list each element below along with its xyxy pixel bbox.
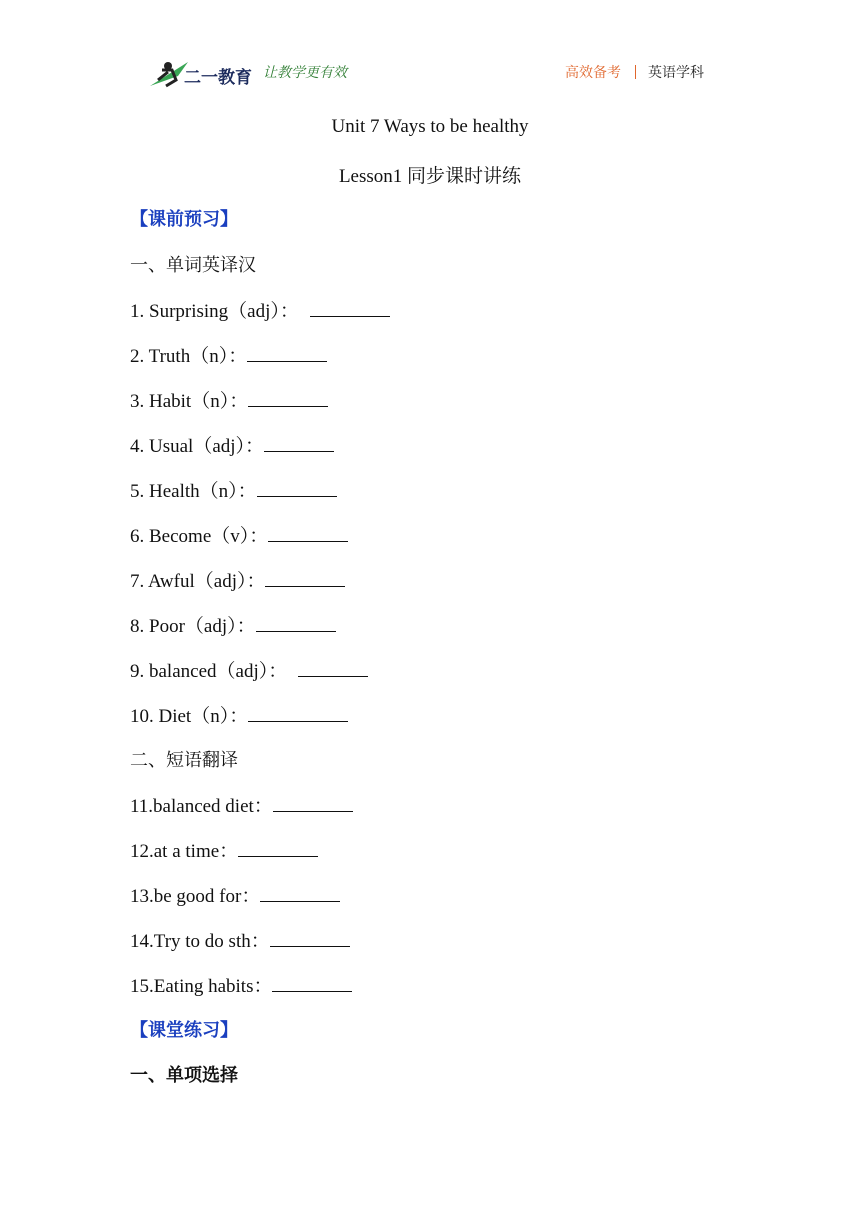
word-item-8: 8. Poor（adj）： xyxy=(130,611,336,638)
unit-title: Unit 7 Ways to be healthy xyxy=(331,116,529,137)
header-tag: 高效备考 xyxy=(565,65,621,81)
answer-blank[interactable] xyxy=(264,433,334,452)
part2-title: 二、短语翻译 xyxy=(130,750,238,771)
word-item-3: 3. Habit（n）： xyxy=(130,386,328,413)
answer-blank[interactable] xyxy=(247,343,327,362)
word-item-5: 5. Health（n）： xyxy=(130,476,337,503)
word-item-9: 9. balanced（adj）： xyxy=(130,656,368,683)
multiple-choice-title: 一、单项选择 xyxy=(130,1065,238,1086)
answer-blank[interactable] xyxy=(257,478,337,497)
lesson-title: Lesson1 同步课时讲练 xyxy=(338,166,522,187)
header-divider xyxy=(635,65,636,79)
answer-blank[interactable] xyxy=(268,523,348,542)
answer-blank[interactable] xyxy=(273,793,353,812)
header-right xyxy=(565,62,704,82)
word-item-6: 6. Become（v）： xyxy=(130,521,348,548)
preview-heading: 【课前预习】 xyxy=(130,209,238,230)
phrase-item-15: 15.Eating habits： xyxy=(130,971,352,998)
phrase-item-14: 14.Try to do sth： xyxy=(130,926,350,953)
answer-blank[interactable] xyxy=(270,928,350,947)
word-item-10: 10. Diet（n）： xyxy=(130,701,348,728)
word-item-1: 1. Surprising（adj）： xyxy=(130,296,390,323)
page-header xyxy=(0,0,860,100)
svg-text:二一教育: 二一教育 xyxy=(184,68,252,88)
answer-blank[interactable] xyxy=(265,568,345,587)
phrase-item-12: 12.at a time： xyxy=(130,836,318,863)
part1-title: 一、单词英译汉 xyxy=(130,255,256,276)
phrase-item-13: 13.be good for： xyxy=(130,881,340,908)
answer-blank[interactable] xyxy=(310,298,390,317)
word-item-2: 2. Truth（n）： xyxy=(130,341,327,368)
answer-blank[interactable] xyxy=(256,613,336,632)
practice-heading: 【课堂练习】 xyxy=(130,1020,238,1041)
answer-blank[interactable] xyxy=(298,658,368,677)
answer-blank[interactable] xyxy=(260,883,340,902)
logo-icon xyxy=(148,58,258,90)
word-item-4: 4. Usual（adj）： xyxy=(130,431,334,458)
header-subject: 英语学科 xyxy=(648,65,704,81)
answer-blank[interactable] xyxy=(238,838,318,857)
header-slogan: 让教学更有效 xyxy=(263,65,347,81)
answer-blank[interactable] xyxy=(248,388,328,407)
word-item-7: 7. Awful（adj）： xyxy=(130,566,345,593)
answer-blank[interactable] xyxy=(248,703,348,722)
answer-blank[interactable] xyxy=(272,973,352,992)
phrase-item-11: 11.balanced diet： xyxy=(130,791,353,818)
